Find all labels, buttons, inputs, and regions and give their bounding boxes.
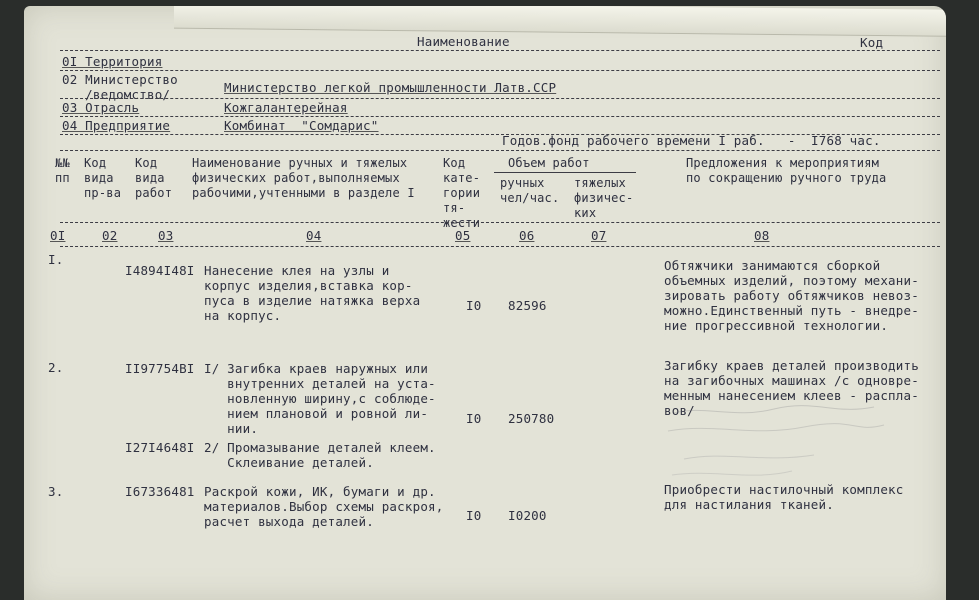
col-header-no: №№ пп [55, 156, 70, 185]
col-header-work-code: Код вида работ [135, 156, 173, 200]
col-number-02: 02 [102, 228, 118, 243]
col-number-05: 05 [455, 228, 471, 243]
entry-3-category: I0 [466, 508, 482, 523]
rule-volume-group [494, 172, 636, 173]
col-header-severity-category: Код кате- гории тя- жести [443, 156, 481, 230]
entry-3-work-code: I67336481 [125, 484, 195, 499]
col-header-heavy-physical: тяжелых физичес- ких [574, 176, 634, 220]
entry-3-proposal: Приобрести настилочный комплекс для настилания тканей. [664, 482, 904, 512]
rule-row2 [60, 98, 940, 99]
col-header-work-name: Наименование ручных и тяжелых физических работ,выполняемых рабочими,учтенными в разделе I [192, 156, 415, 200]
row-enterprise-value: Комбинат "Сомдарис" [224, 118, 379, 133]
col-header-production-code: Код вида пр-ва [84, 156, 122, 200]
col-header-volume-group: Объем работ [508, 156, 590, 170]
entry-2b-work-code: I27I4648I [125, 440, 195, 455]
entry-2-category: I0 [466, 411, 482, 426]
header-naimenovanie: Наименование [417, 34, 510, 49]
rule-fund [60, 150, 940, 151]
archive-form-page [24, 6, 946, 600]
entry-2-work-description: I/ Загибка краев наружных или внутренних деталей на уста- новленную ширину,с соблюде- нием плановой и ровной ли- нии. [204, 361, 436, 436]
entry-2-proposal: Загибку краев деталей производить на загибочных машинах /с одновре- менным нанесением клеев - распла- вов/ [664, 358, 919, 418]
rule-row3 [60, 116, 940, 117]
rule-col-numbers [60, 246, 940, 247]
rule-row1 [60, 70, 940, 71]
col-number-04: 04 [306, 228, 322, 243]
entry-2-manual-hours: 250780 [508, 411, 555, 426]
entry-3-number: 3. [48, 484, 64, 499]
entry-1-proposal: Обтяжчики занимаются сборкой объемных изделий, поэтому механи- зировать работу обтяжчиков невоз- можно.Единственный путь - внедре- ние прогрессивной технологии. [664, 258, 919, 333]
bleed-through-handwriting [664, 401, 894, 491]
entry-3-work-description: Раскрой кожи, ИК, бумаги и др. материалов.Выбор схемы раскроя, расчет выхода деталей. [204, 484, 444, 529]
rule-col-header [60, 222, 940, 223]
col-number-06: 06 [519, 228, 535, 243]
col-header-manual-hours: ручных чел/час. [500, 176, 560, 205]
row-ministry-label: 02 Министерство /ведомство/ [62, 72, 178, 102]
annual-time-fund: Годов.фонд рабочего времени I раб. - I768 час. [502, 133, 881, 148]
entry-1-number: I. [48, 252, 64, 267]
row-enterprise-label: 04 Предприятие [62, 118, 171, 133]
row-ministry-value: Министерство легкой промышленности Латв.ССР [224, 80, 557, 95]
col-number-01: 0I [50, 228, 66, 243]
col-number-07: 07 [591, 228, 607, 243]
underlying-sheet-edge [174, 6, 946, 37]
col-header-proposals: Предложения к мероприятиям по сокращению ручного труда [686, 156, 887, 185]
entry-1-work-description: Нанесение клея на узлы и корпус изделия,вставка кор- пуса в изделие натяжка верха на корпус. [204, 263, 421, 323]
entry-2-work-code: II97754BI [125, 361, 195, 376]
col-number-03: 03 [158, 228, 174, 243]
rule-header [60, 50, 940, 51]
entry-2b-work-description: 2/ Промазывание деталей клеем. Склеивание деталей. [204, 440, 436, 470]
entry-2-number: 2. [48, 360, 64, 375]
entry-1-manual-hours: 82596 [508, 298, 547, 313]
row-territory-label: 0I Территория [62, 54, 163, 69]
entry-3-manual-hours: I0200 [508, 508, 547, 523]
header-kod: Код [860, 35, 884, 50]
entry-1-work-code: I4894I48I [125, 263, 195, 278]
col-number-08: 08 [754, 228, 770, 243]
row-industry-value: Кожгалантерейная [224, 100, 348, 115]
row-industry-label: 03 Отрасль [62, 100, 140, 115]
entry-1-category: I0 [466, 298, 482, 313]
